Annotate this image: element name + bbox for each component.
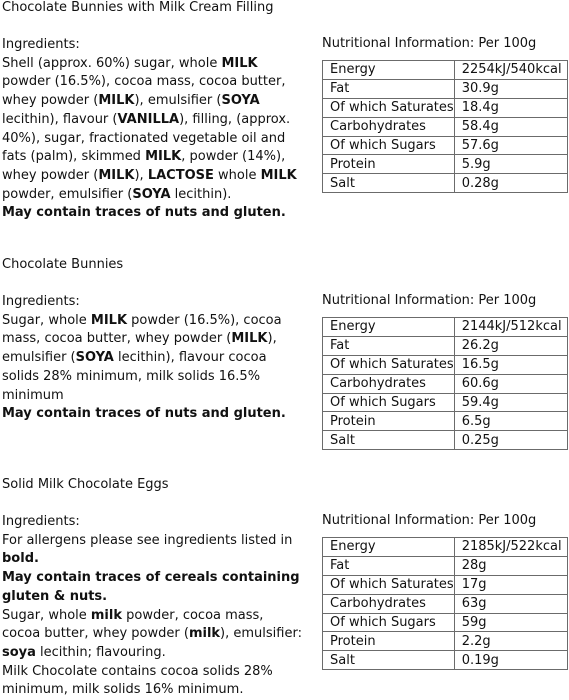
table-row [323,538,568,557]
table-row [323,136,568,155]
nutrition-panel [322,36,568,193]
allergen-term: MILK [231,331,268,347]
allergen-term: MILK [221,55,258,71]
nutrition-table [322,60,568,193]
table-row [323,318,568,337]
ingredient-run: ), filling, (approx. 40%), sugar, fractionated vegetable oil and fats (palm), skimmed [2,111,291,165]
ingredients-label: Ingredients: [2,514,80,529]
table-row [323,412,568,431]
table-row [323,174,568,193]
table-row [323,355,568,374]
nutrient-value: 58.4g [454,117,567,136]
nutrient-value: 63g [454,594,567,613]
nutrient-name: Carbohydrates [323,594,455,613]
ingredient-run: ), emulsifier ( [134,93,222,109]
nutrient-name: Carbohydrates [323,374,455,393]
nutrient-value: 2185kJ/522kcal [454,538,567,557]
ingredients-label: Ingredients: [2,294,80,309]
allergen-term: MILK [98,167,135,183]
allergen-term: SOYA [75,350,114,366]
table-row [323,632,568,651]
ingredients-label: Ingredients: [2,37,80,52]
allergen-term: MILK [145,149,182,165]
nutrient-value: 17g [454,575,567,594]
table-row [323,336,568,355]
allergen-term: LACTOSE [147,167,214,183]
table-row [323,613,568,632]
nutrient-name: Of which Sugars [323,613,455,632]
nutrient-value: 2254kJ/540kcal [454,61,567,80]
ingredient-run: lecithin). [170,186,232,202]
nutrient-value: 26.2g [454,336,567,355]
nutrient-name: Protein [323,412,455,431]
nutrient-value: 2.2g [454,632,567,651]
ingredient-run: Sugar, whole [2,312,91,328]
allergen-term: milk [90,607,122,623]
table-row [323,556,568,575]
table-row [323,117,568,136]
table-row [323,61,568,80]
ingredient-run: whole [213,167,261,183]
ingredient-run: lecithin), flavour cocoa solids 28% minimum, milk solids 16.5% minimum [2,350,267,403]
nutrient-name: Of which Sugars [323,136,455,155]
nutrient-name: Protein [323,632,455,651]
table-row [323,594,568,613]
ingredient-run: lecithin; flavouring. [35,644,166,660]
nutrition-header: Nutritional Information: Per 100g [322,513,537,528]
nutrient-name: Of which Sugars [323,393,455,412]
ingredients-text [2,55,302,205]
nutrient-value: 18.4g [454,98,567,117]
nutrient-name: Energy [323,538,455,557]
allergen-term: MILK [90,312,128,328]
nutrient-name: Energy [323,318,455,337]
nutrient-name: Fat [323,556,455,575]
ingredient-run: lecithin), flavour ( [2,111,118,127]
nutrient-value: 57.6g [454,136,567,155]
nutrient-name: Salt [323,431,455,450]
nutrient-value: 5.9g [454,155,567,174]
product-title: Chocolate Bunnies [2,257,124,272]
allergen-warning: May contain traces of cereals containing gluten & nuts. [2,570,300,604]
nutrient-value: 28g [454,556,567,575]
nutrient-value: 0.28g [454,174,567,193]
ingredient-run: ), emulsifier ( [2,331,277,366]
table-row [323,79,568,98]
nutrient-name: Salt [323,651,455,670]
table-row [323,98,568,117]
nutrition-table [322,317,568,450]
nutrient-name: Fat [323,79,455,98]
table-row [323,155,568,174]
ingredient-run: ), emulsifier: [220,626,302,642]
ingredients-block [2,293,302,424]
allergen-term: SOYA [221,93,260,109]
table-row [323,651,568,670]
allergen-term: soya [2,644,36,660]
allergen-note [2,532,302,569]
nutrient-name: Of which Saturates [323,355,455,374]
allergen-term: VANILLA [117,111,180,127]
nutrient-name: Energy [323,61,455,80]
nutrient-name: Of which Saturates [323,98,455,117]
allergen-warning: May contain traces of nuts and gluten. [2,406,286,422]
nutrient-name: Salt [323,174,455,193]
nutrient-name: Protein [323,155,455,174]
allergen-warning: May contain traces of nuts and gluten. [2,205,286,221]
nutrition-header: Nutritional Information: Per 100g [322,293,537,308]
product-title: Solid Milk Chocolate Eggs [2,477,169,492]
nutrient-name: Carbohydrates [323,117,455,136]
nutrition-table [322,537,568,670]
ingredients-block [2,513,302,700]
table-row [323,431,568,450]
nutrition-panel [322,293,568,450]
ingredient-run: , powder (14%), whey powder ( [2,149,286,183]
ingredient-run: powder, cocoa mass, cocoa butter, whey powder ( [2,607,264,642]
ingredient-run: Sugar, whole [2,607,91,623]
allergen-term: bold. [2,551,39,567]
ingredients-tail: Milk Chocolate contains cocoa solids 28% minimum, milk solids 16% minimum. [2,663,273,698]
allergen-term: MILK [260,167,297,183]
ingredient-run: For allergens please see ingredients listed in [2,532,293,548]
nutrient-value: 60.6g [454,374,567,393]
allergen-term: MILK [98,93,135,109]
ingredient-run: Shell (approx. 60%) sugar, whole [2,55,222,71]
ingredients-text [2,607,302,663]
nutrition-panel [322,513,568,670]
nutrient-value: 30.9g [454,79,567,98]
allergen-term: SOYA [132,186,171,202]
nutrient-value: 16.5g [454,355,567,374]
table-row [323,393,568,412]
allergen-term: milk [188,626,221,642]
nutrient-value: 59g [454,613,567,632]
nutrient-value: 0.25g [454,431,567,450]
nutrient-value: 0.19g [454,651,567,670]
ingredient-run: ), [134,167,148,183]
table-row [323,374,568,393]
nutrient-name: Fat [323,336,455,355]
ingredients-block [2,36,302,223]
nutrient-value: 2144kJ/512kcal [454,318,567,337]
ingredient-run: powder, emulsifier ( [2,186,133,202]
table-row [323,575,568,594]
ingredient-run: powder (16.5%), cocoa mass, cocoa butter, whey powder ( [2,312,282,347]
product-title: Chocolate Bunnies with Milk Cream Filling [2,0,274,15]
nutrient-value: 59.4g [454,393,567,412]
ingredients-text [2,312,302,406]
ingredient-run: powder (16.5%), cocoa mass, cocoa butter, whey powder ( [2,74,286,109]
nutrient-value: 6.5g [454,412,567,431]
nutrient-name: Of which Saturates [323,575,455,594]
nutrition-header: Nutritional Information: Per 100g [322,36,537,51]
